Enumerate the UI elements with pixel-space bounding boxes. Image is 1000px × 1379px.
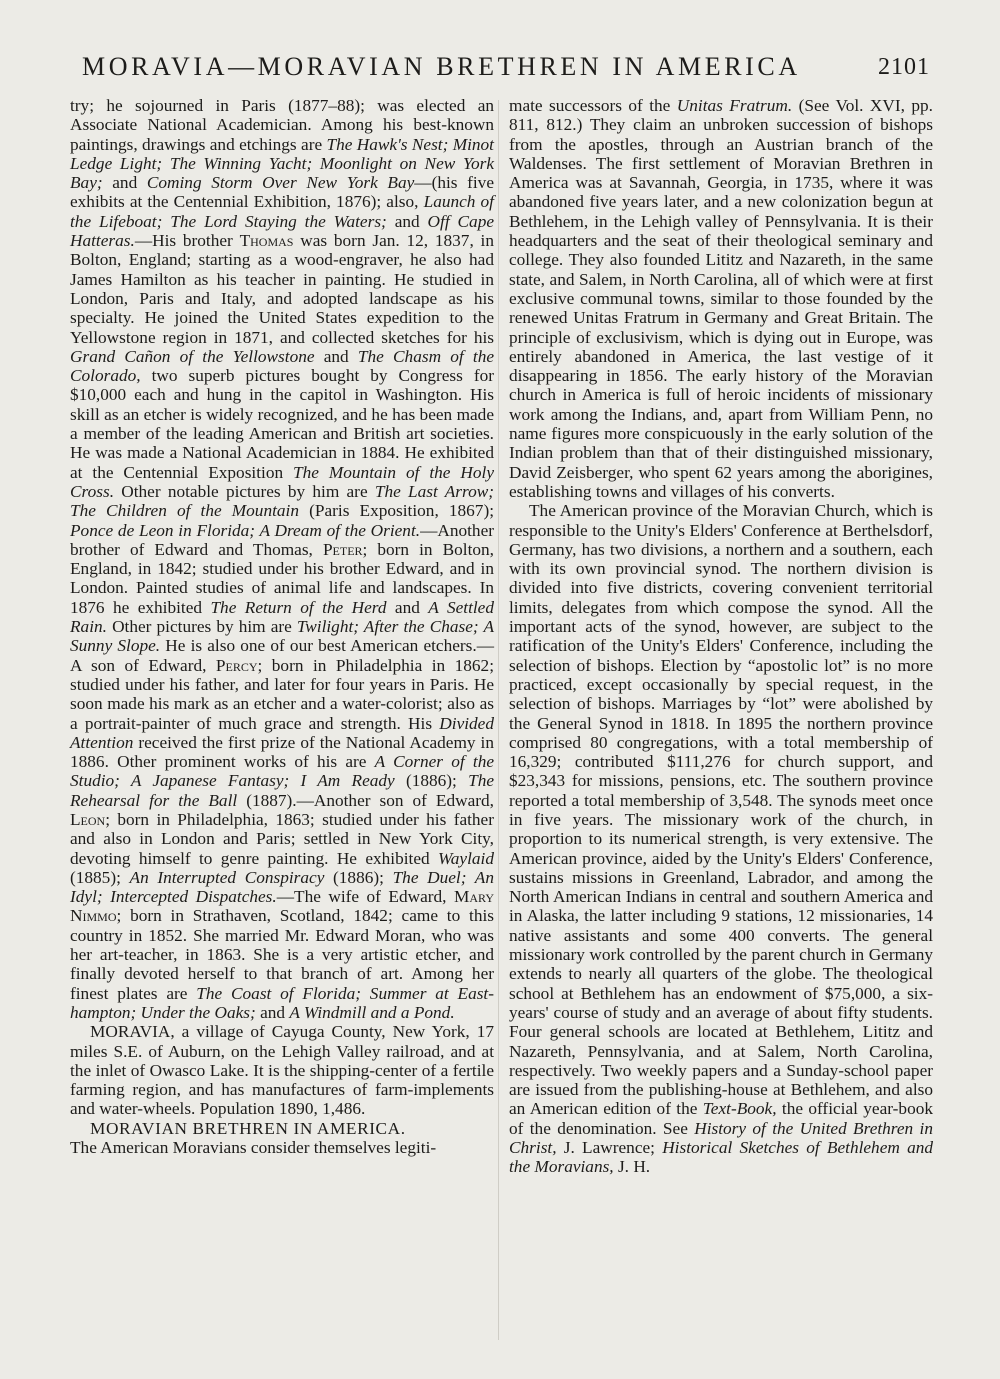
moran-family-paragraph: try; he sojourned in Paris (1877–88); was elected an Associate National Academician. Among his best-known paintings, drawings and etchings are The Hawk's Nest; Minot Ledge Light; The Winning Yacht; Moonlight on New York Bay; and Coming Storm Over New York Bay—(his five exhibits at the Centennial Exhibition, 1876); also, Launch of the Lifeboat; The Lord Staying the Waters; and Off Cape Hatteras.—His brother Thomas was born Jan. 12, 1837, in Bolton, England; starting as a wood-engraver, he also had James Hamilton as his teacher in painting. He studied in London, Paris and Italy, and adopted landscape as his specialty. He joined the United States expedition to the Yellowstone region in 1871, and collected sketches for his Grand Cañon of the Yellowstone and The Chasm of the Colorado, two superb pictures bought by Congress for $10,000 each and hung in the capitol in Washington. His skill as an etcher is widely recognized, and he has been made a member of the leading American and British art societies. He was made a National Academician in 1884. He exhibited at the Centennial Exposition The Mountain of the Holy Cross. Other notable pictures by him are The Last Arrow; The Children of the Mountain (Paris Exposition, 1867); Ponce de Leon in Florida; A Dream of the Orient.—Another brother of Edward and Thomas, Peter; born in Bolton, England, in 1842; studied under his brother Edward, and in London. Painted studies of animal life and landscapes. In 1876 he exhibited The Return of the Herd and A Settled Rain. Other pictures by him are Twilight; After the Chase; A Sunny Slope. He is also one of our best American etchers.—A son of Edward, Percy; born in Philadelphia in 1862; studied under his father, and later for four years in Paris. He soon made his mark as an etcher and a water-colorist; also as a portrait-painter of much grace and strength. His Divided Attention received the first prize of the National Academy in 1886. Other prominent works of his are A Corner of the Studio; A Japanese Fantasy; I Am Ready (1886); The Rehearsal for the Ball (1887).—Another son of Edward, Leon; born in Philadelphia, 1863; studied under his father and also in London and Paris; settled in New York City, devoting himself to genre painting. He exhibited Waylaid (1885); An Interrupted Conspiracy (1886); The Duel; An Idyl; Intercepted Dispatches.—The wife of Edward, Mary Nimmo; born in Strathaven, Scotland, 1842; came to this country in 1852. She married Mr. Edward Moran, who was her art-teacher, in 1863. She is a very artistic etcher, and finally devoted herself to that branch of art. Among her finest plates are The Coast of Florida; Summer at East-hampton; Under the Oaks; and A Windmill and a Pond. (70, 96, 495, 1022)
page-number: 2101 (878, 54, 930, 80)
column-divider (498, 100, 499, 1340)
moravian-history-paragraph: mate successors of the Unitas Fratrum. (See Vol. XVI, pp. 811, 812.) They claim an unbroken succession of bishops from the apostles, through an Austrian branch of the Waldenses. The first settlement of Moravian Brethren in America was at Savannah, Georgia, in 1735, where it was abandoned five years later, and a new colonization begun at Bethlehem, in the Lehigh valley of Pennsylvania. It is their headquarters and the seat of their theological seminary and college. They also founded Lititz and Nazareth, in the same state, and Salem, in North Carolina, all of which were at first exclusive communal towns, similar to those founded by the renewed Unitas Fratrum in Germany and Great Britain. The principle of exclusivism, which is dying out in Europe, was entirely abandoned in America, the last vestige of it disappearing in 1856. The early history of the Moravian church in America is full of heroic incidents of missionary work among the Indians, and, apart from William Penn, no name figures more conspicuously in the early solution of the Indian problem than that of their distinguished missionary, David Zeisberger, who spent 62 years among the aborigines, establishing towns and villages of his converts. (509, 96, 933, 501)
left-column (70, 96, 494, 1157)
right-column (509, 96, 933, 1177)
moravian-brethren-intro: The American Moravians consider themselves legiti- (70, 1138, 437, 1158)
person-name: Peter (322, 539, 363, 559)
page-header (72, 52, 938, 88)
moravian-province-paragraph: The American province of the Moravian Church, which is responsible to the Unity's Elders' Conference at Berthelsdorf, Germany, has two divisions, a northern and a southern, each with its own provincial synod. The northern division is divided into five districts, covering convenient territorial limits, delegates from which compose the synod. All the important acts of the synod, however, are subject to the ratification of the Unity's Elders' Conference, including the selection of bishops. Election by “apostolic lot” is no more practiced, except occasionally by special request, in the selection of bishops. Marriages by “lot” were abolished by the General Synod in 1818. In 1895 the northern province comprised 80 congregations, with a total membership of 16,329; contributed $111,276 for church support, and $23,343 for missions, pensions, etc. The southern province reported a total membership of 3,548. The synods meet once in five years. The missionary work of the church, in proportion to its numerical strength, is very extensive. The American province, aided by the Unity's Elders' Conference, sustains missions in Greenland, Labrador, and among the North American Indians in central and southern America and in Alaska, the latter including 9 stations, 12 missionaries, 14 native assistants and some 400 converts. The general missionary work controlled by the parent church in Germany extends to nearly all quarters of the globe. The theological school at Bethlehem has an endowment of $75,000, a six-years' course of study and an average of about fifty students. Four general schools are located at Bethlehem, Lititz and Nazareth, Pennsylvania, and at Salem, North Carolina, respectively. Two weekly papers and a Sunday-school paper are issued from the publishing-house at Bethlehem, and also an American edition of the Text-Book, the official year-book of the denomination. See History of the United Brethren in Christ, J. Lawrence; Historical Sketches of Bethlehem and the Moravians, J. H. (509, 501, 933, 1177)
person-name: Percy (215, 655, 258, 675)
running-title: MORAVIA—MORAVIAN BRETHREN IN AMERICA (82, 52, 801, 81)
person-name: Mary Nimmo (70, 887, 494, 926)
moravia-entry: MORAVIA, a village of Cayuga County, New York, 17 miles S.E. of Auburn, on the Lehigh Valley railroad, and at the inlet of Owasco Lake. It is the shipping-center of a fertile farming region, and has manufactures of farm-implements and water-wheels. Population 1890, 1,486. (70, 1022, 494, 1119)
moravian-brethren-heading: MORAVIAN BRETHREN IN AMERICA. (90, 1118, 406, 1138)
person-name: Thomas (239, 231, 294, 251)
person-name: Leon (70, 809, 106, 829)
